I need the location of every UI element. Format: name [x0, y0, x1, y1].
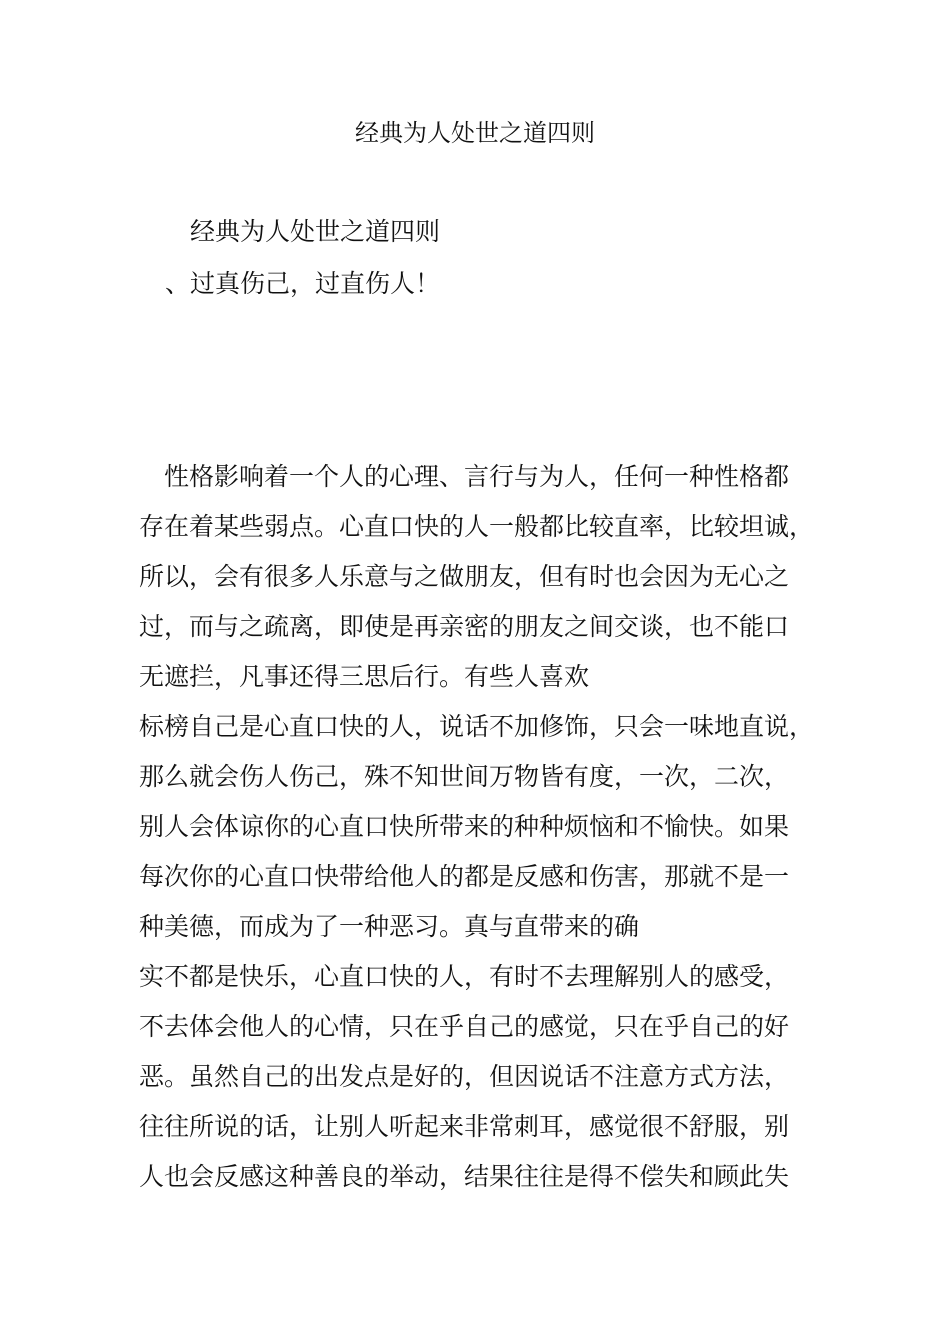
- body-line: 种美德，而成为了一种恶习。真与直带来的确: [139, 912, 640, 941]
- body-line: 实不都是快乐，心直口快的人，有时不去理解别人的感受，: [139, 962, 790, 991]
- body-line: 人也会反感这种善良的举动，结果往往是得不偿失和顾此失: [139, 1162, 790, 1191]
- body-line: 标榜自己是心直口快的人，说话不加修饰，只会一味地直说，: [139, 712, 815, 741]
- body-line: 往往所说的话，让别人听起来非常刺耳，感觉很不舒服，别: [139, 1112, 790, 1141]
- body-line: 性格影响着一个人的心理、言行与为人，任何一种性格都: [139, 462, 790, 491]
- body-line: 不去体会他人的心情，只在乎自己的感觉，只在乎自己的好: [139, 1012, 790, 1041]
- document-subtitle: 经典为人处世之道四则: [190, 217, 441, 246]
- body-line: 别人会体谅你的心直口快所带来的种种烦恼和不愉快。如果: [139, 812, 790, 841]
- body-line: 恶。虽然自己的出发点是好的，但因说话不注意方式方法，: [139, 1062, 790, 1091]
- body-line: 那么就会伤人伤己，殊不知世间万物皆有度，一次，二次，: [139, 762, 790, 791]
- body-line: 过，而与之疏离，即使是再亲密的朋友之间交谈，也不能口: [139, 612, 790, 641]
- body-line: 无遮拦，凡事还得三思后行。有些人喜欢: [139, 662, 590, 691]
- section-heading: 、过真伤己，过直伤人！: [165, 269, 441, 298]
- body-line: 所以，会有很多人乐意与之做朋友，但有时也会因为无心之: [139, 562, 790, 591]
- body-line: 存在着某些弱点。心直口快的人一般都比较直率，比较坦诚，: [139, 512, 815, 541]
- body-line: 每次你的心直口快带给他人的都是反感和伤害，那就不是一: [139, 862, 790, 891]
- document-title: 经典为人处世之道四则: [355, 119, 595, 147]
